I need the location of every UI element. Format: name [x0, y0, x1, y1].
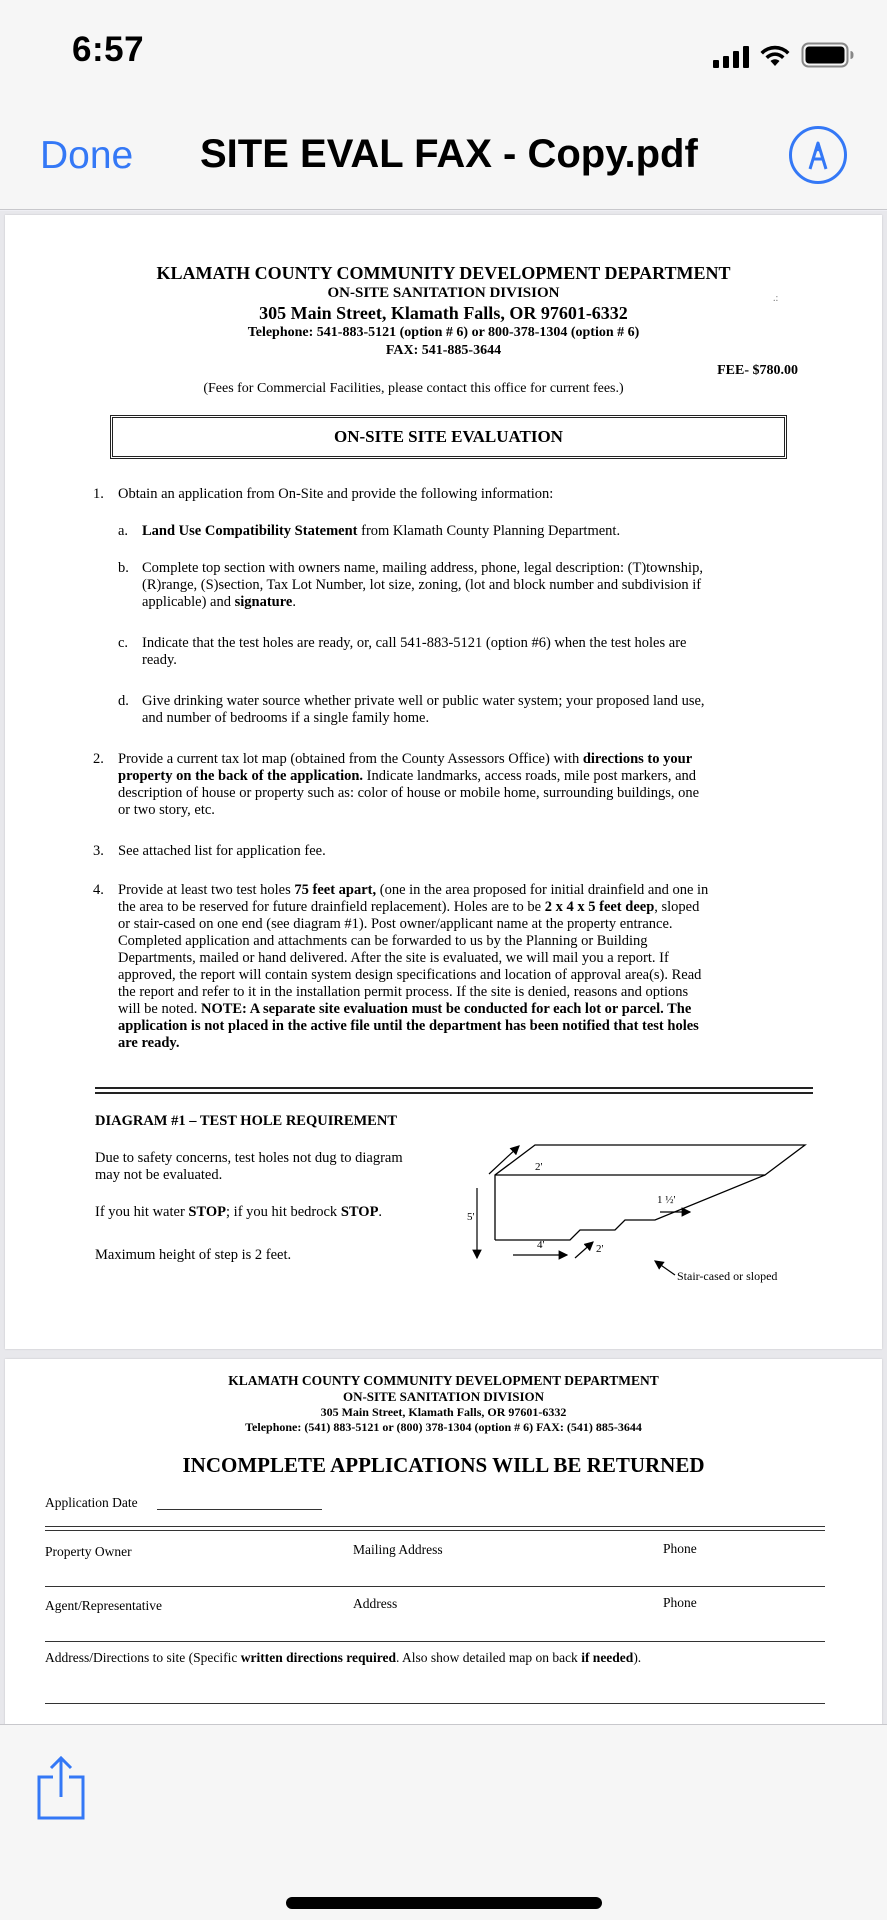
item-letter: d. — [118, 693, 129, 709]
address-label: Address — [353, 1596, 398, 1611]
item-4-l8a: will be noted. — [118, 1001, 201, 1017]
status-icons — [713, 38, 855, 68]
item-1c-line-1: Indicate that the test holes are ready, or, call 541-883-5121 (option #6) when the test holes are — [142, 635, 687, 651]
battery-icon — [801, 42, 855, 68]
item-4-line-9 — [118, 1018, 699, 1035]
item-2-text1: Provide a current tax lot map (obtained from the County Assessors Office) with — [118, 751, 583, 767]
safety-line-1: Due to safety concerns, test holes not dug to diagram — [95, 1150, 403, 1166]
divider — [45, 1526, 825, 1527]
navigation-bar — [0, 100, 887, 210]
item-4-line-5: Departments, mailed or hand delivered. After the site is evaluated, we will mail you a report. If — [118, 950, 669, 966]
item-2-line-4: or two story, etc. — [118, 802, 215, 818]
item-1b-text3: applicable) and — [142, 594, 235, 610]
done-button[interactable]: Done — [40, 134, 134, 177]
p2-division-heading: ON-SITE SANITATION DIVISION — [342, 1389, 545, 1404]
divider — [45, 1530, 825, 1531]
owner-line — [45, 1586, 825, 1587]
document-title: SITE EVAL FAX - Copy.pdf — [200, 132, 698, 176]
safety-line-2: may not be evaluated. — [95, 1167, 223, 1183]
item-4-line-4: Completed application and attachments can be forwarded to us by the Planning or Building — [118, 933, 648, 949]
item-4-l10: are ready. — [118, 1035, 180, 1051]
markup-button[interactable] — [789, 126, 847, 184]
item-4-l9: application is not placed in the active file until the department has been notified that test holes — [118, 1018, 699, 1034]
item-4-line-2 — [118, 899, 699, 916]
pdf-viewer[interactable] — [0, 211, 887, 1724]
item-4-line-1 — [118, 882, 708, 899]
test-hole-diagram — [465, 1130, 825, 1290]
item-2-line-2 — [118, 768, 696, 785]
property-owner-label: Property Owner — [45, 1544, 132, 1559]
item-number: 2. — [93, 751, 104, 767]
item-1b-end: . — [292, 594, 296, 610]
application-date-label: Application Date — [45, 1495, 138, 1510]
bedrock-stop: STOP — [340, 1204, 379, 1220]
step-height-note: Maximum height of step is 2 feet. — [95, 1247, 292, 1263]
stair-arrow — [655, 1261, 675, 1275]
application-date-line — [157, 1509, 322, 1510]
item-2-line-1 — [118, 751, 692, 768]
water-stop: STOP — [188, 1204, 227, 1220]
label-width: 2' — [535, 1161, 543, 1173]
item-4-line-3: or stair-cased on one end (see diagram #1). Post owner/applicant name at the property entrance. — [118, 916, 673, 932]
address-heading: 305 Main Street, Klamath Falls, OR 97601-6332 — [259, 303, 628, 323]
home-indicator[interactable] — [286, 1897, 602, 1909]
agent-label: Agent/Representative — [45, 1598, 162, 1613]
directions-e: ). — [633, 1650, 642, 1665]
label-half: 1 ½' — [657, 1194, 676, 1206]
directions-d: if needed — [581, 1650, 634, 1665]
item-1b-line-3 — [142, 594, 296, 611]
item-2-bold2: property on the back of the application. — [118, 768, 364, 784]
cellular-signal-icon — [713, 44, 749, 68]
item-1d-line-2: and number of bedrooms if a single family home. — [142, 710, 430, 726]
fee-amount: FEE- $780.00 — [717, 363, 798, 378]
item-4-l2c: , sloped — [654, 899, 700, 915]
item-letter: a. — [118, 523, 129, 539]
diagram-title: DIAGRAM #1 – TEST HOLE REQUIREMENT — [95, 1113, 398, 1129]
item-2-text2: Indicate landmarks, access roads, mile post markers, and — [363, 768, 697, 784]
item-2-bold1: directions to your — [582, 751, 693, 767]
item-4-l8b: NOTE: A separate site evaluation must be conducted for each lot or parcel. The — [200, 1001, 692, 1017]
directions-line — [45, 1703, 825, 1704]
item-4-l1c: (one in the area proposed for initial drainfield and one in — [376, 882, 709, 898]
bottom-toolbar — [0, 1724, 887, 1920]
water-c: ; if you hit bedrock — [226, 1204, 341, 1220]
item-number: 3. — [93, 843, 104, 859]
item-number: 4. — [93, 882, 104, 898]
dept-heading: KLAMATH COUNTY COMMUNITY DEVELOPMENT DEPARTMENT — [156, 263, 731, 283]
status-time: 6:57 — [72, 30, 145, 69]
p2-address-heading: 305 Main Street, Klamath Falls, OR 97601-6332 — [320, 1405, 567, 1419]
item-4-line-8 — [118, 1001, 691, 1018]
mailing-address-label: Mailing Address — [353, 1542, 443, 1557]
item-4-line-6: approved, the report will contain system design specifications and location of approval area(s). Read — [118, 967, 702, 983]
pdf-page-2 — [5, 1359, 882, 1724]
item-2-line-3: description of house or property such as: color of house or mobile home, surrounding buildings, one — [118, 785, 700, 801]
item-4-line-7: the report and refer to it in the installation permit process. If the site is denied, reasons and options — [118, 984, 689, 1000]
item-1a-text — [142, 523, 620, 540]
label-stair: Stair-cased or sloped — [677, 1269, 778, 1283]
incomplete-warning: INCOMPLETE APPLICATIONS WILL BE RETURNED — [182, 1453, 705, 1477]
wifi-icon — [759, 44, 791, 68]
division-heading: ON-SITE SANITATION DIVISION — [327, 285, 560, 301]
item-letter: b. — [118, 560, 129, 576]
water-e: . — [378, 1204, 383, 1220]
item-1b-line-1: Complete top section with owners name, mailing address, phone, legal description: (T)township, — [142, 560, 703, 576]
status-bar — [0, 0, 887, 100]
item-1d-line-1: Give drinking water source whether private well or public water system; your proposed land use, — [142, 693, 705, 709]
divider — [95, 1092, 813, 1094]
water-bedrock-note — [95, 1204, 382, 1221]
directions-b: written directions required — [240, 1650, 396, 1665]
directions-a: Address/Directions to site (Specific — [45, 1650, 241, 1665]
label-step: 2' — [596, 1243, 604, 1255]
phone-label-2: Phone — [663, 1595, 697, 1610]
item-4-line-10 — [118, 1035, 179, 1052]
fax-heading: FAX: 541-885-3644 — [385, 343, 502, 358]
item-4-l2a: the area to be reserved for future drainfield replacement). Holes are to be — [118, 899, 545, 915]
label-length: 4' — [537, 1239, 545, 1251]
item-3-text: See attached list for application fee. — [118, 843, 326, 859]
directions-label — [45, 1649, 641, 1666]
pdf-page-1 — [5, 215, 882, 1349]
item-1-text: Obtain an application from On-Site and provide the following information: — [118, 486, 554, 502]
item-1c-line-2: ready. — [142, 652, 177, 668]
hole-outline-top — [495, 1145, 805, 1240]
scan-mark: .: — [773, 293, 779, 304]
telephone-heading: Telephone: 541-883-5121 (option # 6) or 800-378-1304 (option # 6) — [247, 325, 640, 340]
directions-c: . Also show detailed map on back — [395, 1650, 582, 1665]
item-letter: c. — [118, 635, 129, 651]
p2-telephone-heading: Telephone: (541) 883-5121 or (800) 378-1304 (option # 6) FAX: (541) 885-3644 — [245, 1420, 642, 1434]
label-depth: 5' — [467, 1211, 475, 1223]
phone-label-1: Phone — [663, 1541, 697, 1556]
step-arrow — [575, 1242, 593, 1258]
p2-dept-heading: KLAMATH COUNTY COMMUNITY DEVELOPMENT DEPARTMENT — [228, 1373, 659, 1388]
item-1b-line-2: (R)range, (S)section, Tax Lot Number, lot size, zoning, (lot and block number and subdivision if — [142, 577, 702, 593]
item-4-l2b: 2 x 4 x 5 feet deep — [544, 899, 655, 915]
fee-note: (Fees for Commercial Facilities, please contact this office for current fees.) — [203, 381, 624, 396]
divider — [95, 1087, 813, 1089]
item-4-l1b: 75 feet apart, — [294, 882, 377, 898]
water-a: If you hit water — [95, 1204, 189, 1220]
hole-outline-stair — [495, 1175, 765, 1240]
share-icon[interactable] — [36, 1755, 86, 1821]
item-number: 1. — [93, 486, 104, 502]
item-1a-rest: from Klamath County Planning Department. — [357, 523, 621, 539]
section-title-box: ON-SITE SITE EVALUATION — [110, 415, 787, 459]
land-use-bold: Land Use Compatibility Statement — [142, 523, 358, 539]
agent-line — [45, 1641, 825, 1642]
signature-bold: signature — [234, 594, 293, 610]
markup-pen-icon — [798, 135, 838, 175]
item-4-l1a: Provide at least two test holes — [118, 882, 295, 898]
